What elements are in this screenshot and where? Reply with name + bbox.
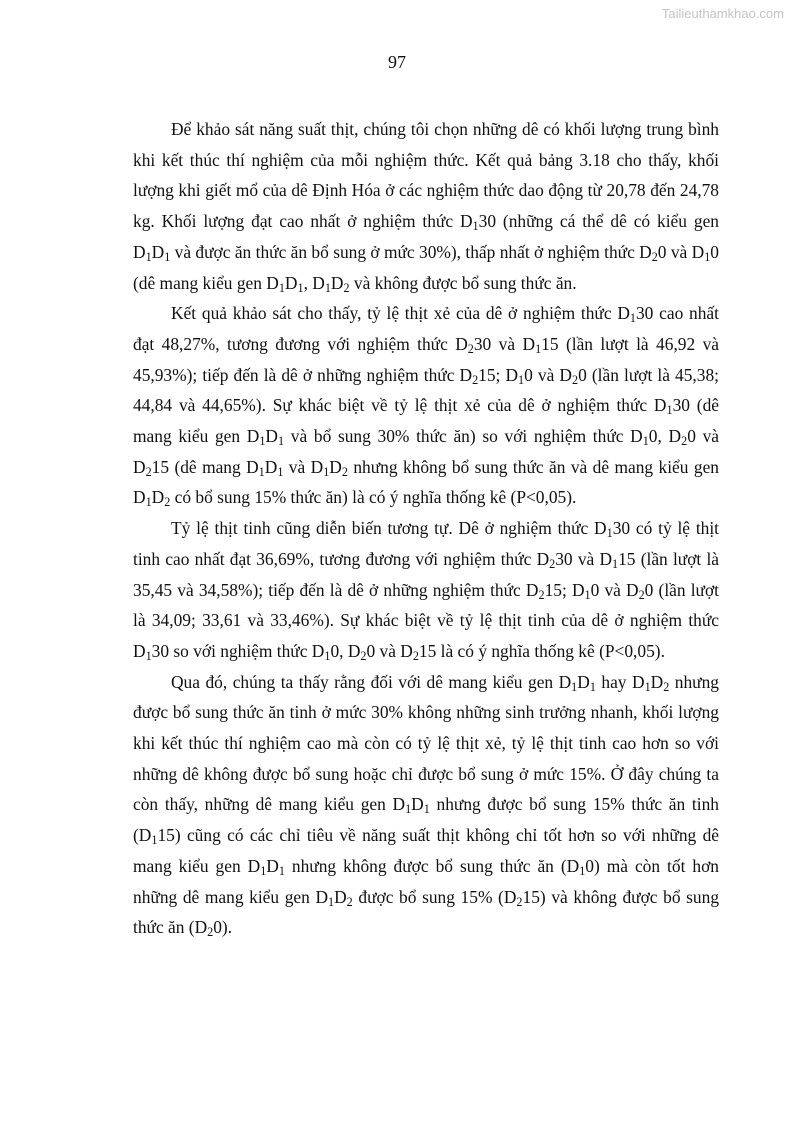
paragraph: Qua đó, chúng ta thấy rằng đối với dê mang kiểu gen $D_1D_1$ hay $D_1D_2$ nhưng được bổ sung thức ăn tinh ở mức 30% không những sinh trưởng nhanh, khối lượng khi kết thúc thí nghiệm cao mà còn có tỷ lệ thịt xẻ, tỷ lệ thịt tinh cao hơn so với những dê không được bổ sung hoặc chỉ được bổ sung ở mức 15%. Ở đây chúng ta còn thấy, những dê mang kiểu gen $D_1D_1$ nhưng được bổ sung 15% thức ăn tinh $(D_115)$ cũng có các chỉ tiêu về năng suất thịt không chỉ tốt hơn so với những dê mang kiểu gen $D_1D_1$ nhưng không được bổ sung thức ăn $(D_10)$ mà còn tốt hơn những dê mang kiểu gen $D_1D_2$ được bổ sung 15% $(D_215)$ và không được bổ sung thức ăn $(D_20)$. [133, 671, 720, 940]
page-number: 97 [388, 52, 406, 72]
watermark: Tailieuthamkhao.com [661, 6, 784, 21]
document-body [133, 114, 719, 943]
paragraph: Để khảo sát năng suất thịt, chúng tôi chọn những dê có khối lượng trung bình khi kết thúc thí nghiệm của mỗi nghiệm thức. Kết quả bảng 3.18 cho thấy, khối lượng khi giết mổ của dê Định Hóa ở các nghiệm thức dao động từ 20,78 đến 24,78 kg. Khối lượng đạt cao nhất ở nghiệm thức $D_130$ (những cá thể dê có kiểu gen $D_1D_1$ và được ăn thức ăn bổ sung ở mức 30%), thấp nhất ở nghiệm thức $D_20$ và $D_10$ (dê mang kiểu gen $D_1D_1$, $D_1D_2$ và không được bổ sung thức ăn. [133, 119, 720, 295]
paragraph: Tỷ lệ thịt tinh cũng diễn biến tương tự. Dê ở nghiệm thức $D_130$ có tỷ lệ thịt tinh cao nhất đạt 36,69%, tương đương với nghiệm thức $D_230$ và $D_115$ (lần lượt là 35,45 và 34,58%); tiếp đến là dê ở những nghiệm thức $D_215$; $D_10$ và $D_20$ (lần lượt là 34,09; 33,61 và 33,46%). Sự khác biệt về tỷ lệ thịt tinh của dê ở nghiệm thức $D_130$ so với nghiệm thức $D_10$, $D_20$ và $D_215$ là có ý nghĩa thống kê (P<0,05). [133, 518, 720, 663]
paragraph: Kết quả khảo sát cho thấy, tỷ lệ thịt xẻ của dê ở nghiệm thức $D_130$ cao nhất đạt 48,27%, tương đương với nghiệm thức $D_230$ và $D_115$ (lần lượt là 46,92 và 45,93%); tiếp đến là dê ở những nghiệm thức $D_215$; $D_10$ và $D_20$ (lần lượt là 45,38; 44,84 và 44,65%). Sự khác biệt về tỷ lệ thịt xẻ của dê ở nghiệm thức $D_130$ (dê mang kiểu gen $D_1D_1$ và bổ sung 30% thức ăn) so với nghiệm thức $D_10$, $D_20$ và $D_215$ (dê mang $D_1D_1$ và $D_1D_2$ nhưng không bổ sung thức ăn và dê mang kiểu gen $D_1D_2$ có bổ sung 15% thức ăn) là có ý nghĩa thống kê (P<0,05). [133, 303, 720, 510]
